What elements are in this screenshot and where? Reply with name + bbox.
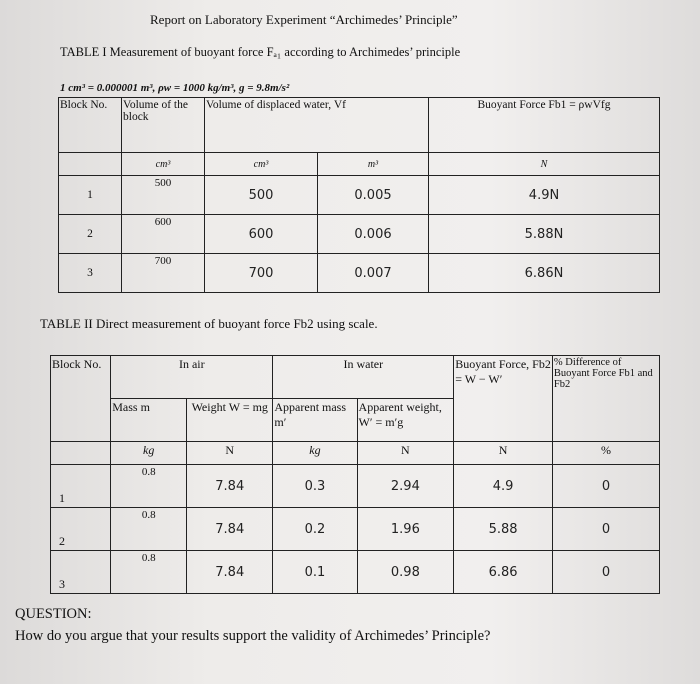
t2-header-weight: Weight W = mg bbox=[187, 399, 273, 442]
buoyant-force: 4.9N bbox=[429, 176, 660, 215]
table1-caption: TABLE I Measurement of buoyant force Fₐ₁ according to Archimedes’ principle bbox=[60, 45, 461, 59]
t1-unit: N bbox=[429, 153, 660, 176]
t2-unit: N bbox=[357, 442, 454, 465]
displaced-m3: 0.007 bbox=[318, 254, 429, 293]
table-row bbox=[51, 551, 660, 594]
buoyant-force: 6.86N bbox=[429, 254, 660, 293]
buoyant-force: 5.88 bbox=[454, 508, 553, 551]
block-no: 3 bbox=[59, 254, 122, 293]
t1-header-volume: Volume of the block bbox=[122, 98, 205, 153]
displaced-cm3: 700 bbox=[205, 254, 318, 293]
apparent-mass: 0.1 bbox=[273, 551, 357, 594]
block-no: 2 bbox=[51, 508, 111, 551]
t2-unit: kg bbox=[273, 442, 357, 465]
t2-header-mass: Mass m bbox=[111, 399, 187, 442]
t2-header-inwater: In water bbox=[273, 356, 454, 399]
table2-caption: TABLE II Direct measurement of buoyant force Fb2 using scale. bbox=[40, 316, 378, 331]
t2-header-block: Block No. bbox=[51, 356, 111, 442]
t2-header-appweight: Apparent weight, W′ = m′g bbox=[357, 399, 454, 442]
t2-unit: kg bbox=[111, 442, 187, 465]
mass: 0.8 bbox=[111, 508, 187, 551]
block-no: 2 bbox=[59, 215, 122, 254]
t1-header-block: Block No. bbox=[59, 98, 122, 153]
block-volume: 500 bbox=[122, 176, 205, 215]
t2-header-buoyant: Buoyant Force, Fb2 = W − W′ bbox=[454, 356, 553, 442]
t2-header-appmass: Apparent mass m′ bbox=[273, 399, 357, 442]
block-no: 1 bbox=[59, 176, 122, 215]
displaced-m3: 0.005 bbox=[318, 176, 429, 215]
table-row bbox=[59, 215, 660, 254]
weight: 7.84 bbox=[187, 465, 273, 508]
t1-header-displaced: Volume of displaced water, Vf bbox=[205, 98, 429, 153]
apparent-weight: 1.96 bbox=[357, 508, 454, 551]
apparent-weight: 0.98 bbox=[357, 551, 454, 594]
t2-header-inair: In air bbox=[111, 356, 273, 399]
displaced-cm3: 500 bbox=[205, 176, 318, 215]
constants-line: 1 cm³ = 0.000001 m³, ρw = 1000 kg/m³, g = 9.8m/s² bbox=[60, 82, 290, 94]
t2-header-diff: % Difference of Buoyant Force Fb1 and Fb2 bbox=[552, 356, 659, 442]
block-no: 3 bbox=[51, 551, 111, 594]
t1-unit: m³ bbox=[318, 153, 429, 176]
table-row bbox=[51, 508, 660, 551]
t2-unit: N bbox=[187, 442, 273, 465]
mass: 0.8 bbox=[111, 465, 187, 508]
table-row bbox=[51, 465, 660, 508]
t1-header-buoyant: Buoyant Force Fb1 = ρwVfg bbox=[429, 98, 660, 153]
weight: 7.84 bbox=[187, 551, 273, 594]
table-1 bbox=[58, 97, 660, 293]
t1-unit: cm³ bbox=[122, 153, 205, 176]
percent-diff: 0 bbox=[552, 508, 659, 551]
displaced-cm3: 600 bbox=[205, 215, 318, 254]
t1-unit: cm³ bbox=[205, 153, 318, 176]
table-row bbox=[59, 176, 660, 215]
displaced-m3: 0.006 bbox=[318, 215, 429, 254]
mass: 0.8 bbox=[111, 551, 187, 594]
buoyant-force: 6.86 bbox=[454, 551, 553, 594]
t1-unit bbox=[59, 153, 122, 176]
block-volume: 600 bbox=[122, 215, 205, 254]
block-volume: 700 bbox=[122, 254, 205, 293]
t2-unit: % bbox=[552, 442, 659, 465]
buoyant-force: 5.88N bbox=[429, 215, 660, 254]
weight: 7.84 bbox=[187, 508, 273, 551]
question-label: QUESTION: bbox=[15, 606, 92, 622]
t2-unit: N bbox=[454, 442, 553, 465]
report-title: Report on Laboratory Experiment “Archimedes’ Principle” bbox=[150, 12, 458, 27]
question-text: How do you argue that your results support the validity of Archimedes’ Principle? bbox=[15, 628, 491, 644]
percent-diff: 0 bbox=[552, 551, 659, 594]
apparent-mass: 0.2 bbox=[273, 508, 357, 551]
table-row bbox=[59, 254, 660, 293]
t2-unit-spacer bbox=[51, 442, 111, 465]
table-2 bbox=[50, 355, 660, 594]
apparent-mass: 0.3 bbox=[273, 465, 357, 508]
block-no: 1 bbox=[51, 465, 111, 508]
buoyant-force: 4.9 bbox=[454, 465, 553, 508]
apparent-weight: 2.94 bbox=[357, 465, 454, 508]
percent-diff: 0 bbox=[552, 465, 659, 508]
